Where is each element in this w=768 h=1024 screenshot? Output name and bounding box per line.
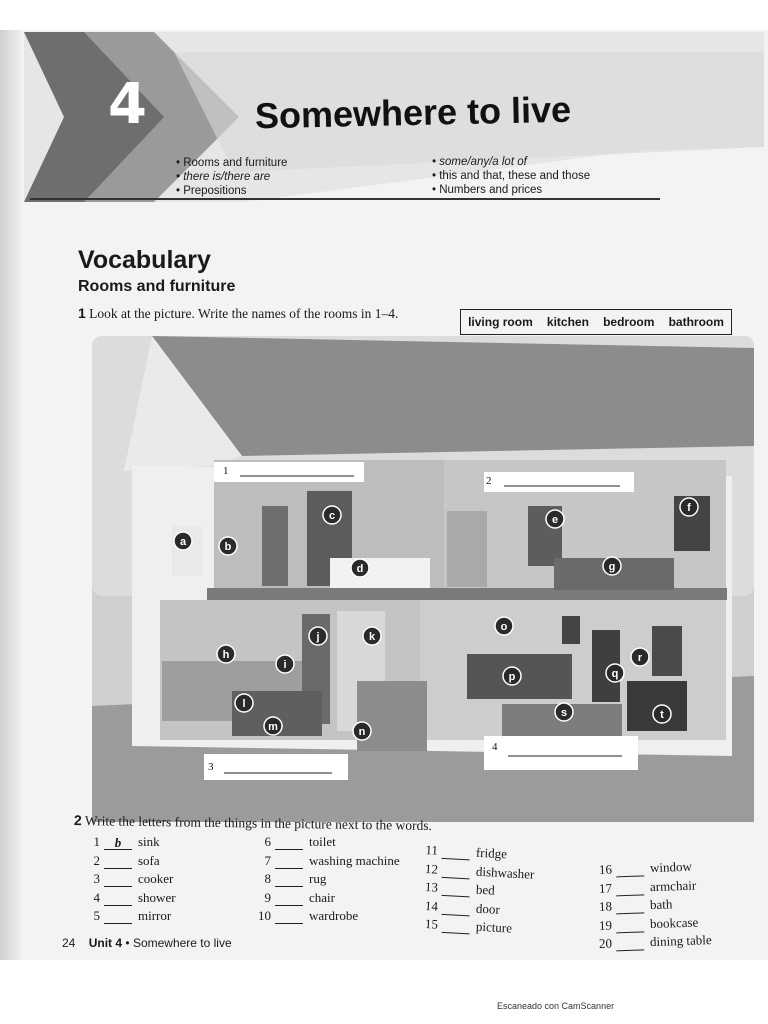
marker-q <box>606 664 624 682</box>
scanner-watermark: Escaneado con CamScanner <box>497 1001 615 1011</box>
room-number-2: 2 <box>486 475 492 487</box>
exercise-2-number: 2 <box>73 812 82 829</box>
exercise-2-item <box>86 908 171 924</box>
item-word: washing machine <box>309 852 400 868</box>
answer-blank[interactable] <box>442 918 471 934</box>
item-number: 11 <box>425 842 439 858</box>
header-rule <box>30 198 660 200</box>
item-word: wardrobe <box>309 908 359 923</box>
exercise-2-item <box>424 898 501 918</box>
marker-label: i <box>283 659 287 671</box>
answer-blank[interactable] <box>104 891 132 906</box>
item-number: 15 <box>424 916 439 932</box>
exercise-2-item <box>598 896 673 915</box>
marker-label: t <box>660 709 664 721</box>
item-number: 1 <box>93 834 100 849</box>
item-number: 16 <box>598 861 613 877</box>
topic-item: • Rooms and furniture <box>176 156 287 170</box>
answer-blank[interactable] <box>442 899 471 915</box>
marker-label: h <box>222 649 230 661</box>
room-4-strip <box>484 736 638 770</box>
marker-g <box>603 557 621 575</box>
marker-label: a <box>179 536 187 548</box>
marker-label: l <box>242 698 246 710</box>
book-spine <box>0 30 22 960</box>
item-number: 2 <box>93 852 100 868</box>
marker-l <box>235 694 253 712</box>
item-number: 9 <box>264 889 271 905</box>
exercise-2-item <box>86 871 173 887</box>
word-box-item: bedroom <box>603 315 655 329</box>
item-number: 14 <box>424 897 439 914</box>
item-word: bed <box>475 881 496 898</box>
answer-blank[interactable] <box>616 861 645 877</box>
marker-label: q <box>611 668 619 680</box>
page-number: 24 <box>62 936 76 950</box>
item-word: picture <box>475 918 513 936</box>
marker-label: s <box>560 707 568 719</box>
item-word: shower <box>138 889 176 905</box>
section-title: Vocabulary <box>78 246 211 274</box>
section-subtitle: Rooms and furniture <box>78 278 236 295</box>
answer-blank[interactable] <box>616 880 645 896</box>
item-word: armchair <box>649 877 697 894</box>
item-word: chair <box>309 889 335 905</box>
item-word: fridge <box>475 844 508 862</box>
topics-left <box>176 156 287 198</box>
exercise-2-item <box>598 914 699 933</box>
exercise-1-text: Look at the picture. Write the names of the rooms in 1–4. <box>89 306 399 321</box>
marker-label: c <box>328 510 336 522</box>
marker-label: m <box>268 721 278 733</box>
topics-right <box>432 155 590 197</box>
room-2-strip <box>484 472 634 492</box>
topic-item: • Prepositions <box>176 184 287 198</box>
marker-p <box>503 667 521 685</box>
answer-blank[interactable] <box>442 881 471 897</box>
marker-m <box>264 717 282 735</box>
marker-r <box>631 648 649 666</box>
marker-label: n <box>358 726 366 738</box>
exercise-2-item <box>257 908 358 924</box>
exercise-2-text: Write the letters from the things in the picture next to the words. <box>84 813 433 833</box>
topic-item: • this and that, these and those <box>432 169 590 183</box>
topic-item: • there is/there are <box>176 170 287 184</box>
item-number: 7 <box>264 852 271 868</box>
item-number: 3 <box>93 871 100 886</box>
marker-label: o <box>500 621 508 633</box>
marker-e <box>546 510 564 528</box>
unit-number: 4 <box>108 72 147 137</box>
answer-blank[interactable]: b <box>104 835 132 850</box>
item-number: 20 <box>598 935 613 951</box>
marker-h <box>217 645 235 663</box>
marker-k <box>363 627 381 645</box>
marker-label: e <box>551 514 559 526</box>
item-word: dining table <box>649 932 712 950</box>
answer-blank[interactable] <box>442 862 471 878</box>
answer-blank[interactable] <box>275 835 303 850</box>
marker-label: f <box>687 502 691 514</box>
word-box-item: living room <box>468 315 533 329</box>
marker-label: g <box>608 561 616 573</box>
footer-separator: • <box>125 936 130 950</box>
exercise-2-item <box>86 890 176 906</box>
item-word: bookcase <box>649 914 699 931</box>
item-number: 4 <box>93 889 100 905</box>
room-number-4: 4 <box>492 741 498 753</box>
exercise-2-item <box>257 834 336 850</box>
marker-label: d <box>356 563 364 575</box>
exercise-2-item <box>86 853 160 869</box>
item-word: bath <box>649 896 673 913</box>
answer-blank[interactable] <box>275 854 303 869</box>
marker-j <box>309 627 327 645</box>
item-number: 5 <box>93 908 100 923</box>
answer-blank[interactable] <box>616 935 645 951</box>
item-word: window <box>649 858 693 876</box>
item-word: dishwasher <box>475 863 535 882</box>
marker-label: r <box>637 652 643 664</box>
topic-item: • Numbers and prices <box>432 183 590 197</box>
word-box-item: kitchen <box>546 315 589 329</box>
item-number: 13 <box>424 879 439 895</box>
exercise-2-item <box>257 853 400 869</box>
answer-blank[interactable] <box>442 844 471 860</box>
roof <box>152 336 754 456</box>
exercise-2-item <box>86 834 160 850</box>
answer-blank[interactable] <box>275 909 303 924</box>
item-word: sofa <box>138 852 160 868</box>
item-number: 18 <box>598 898 613 914</box>
exercise-2-item <box>598 859 692 878</box>
marker-label: k <box>368 631 376 643</box>
marker-f <box>680 498 698 516</box>
answer-blank[interactable] <box>104 854 132 869</box>
item-number: 10 <box>258 908 271 923</box>
item-word: toilet <box>309 834 336 849</box>
marker-o <box>495 617 513 635</box>
exercise-2-item <box>598 877 697 896</box>
item-number: 8 <box>264 871 271 886</box>
marker-label: b <box>224 541 232 553</box>
item-number: 17 <box>598 880 613 896</box>
marker-n <box>353 722 371 740</box>
unit-title: Somewhere to live <box>254 88 572 137</box>
answer-blank[interactable] <box>275 872 303 887</box>
house-illustration <box>92 336 754 822</box>
item-number: 19 <box>598 917 613 933</box>
room-3-strip <box>204 754 348 780</box>
marker-d <box>351 559 369 577</box>
answer-blank[interactable] <box>104 872 132 887</box>
answer-blank[interactable] <box>275 891 303 906</box>
page-footer <box>62 936 232 950</box>
room-number-3: 3 <box>208 761 214 773</box>
marker-s <box>555 703 573 721</box>
marker-i <box>276 655 294 673</box>
marker-a <box>174 532 192 550</box>
item-word: cooker <box>138 871 174 886</box>
item-word: sink <box>138 834 160 849</box>
answer-blank[interactable] <box>104 909 132 924</box>
item-word: mirror <box>138 908 172 923</box>
marker-b <box>219 537 237 555</box>
answer-blank[interactable] <box>616 898 645 914</box>
exercise-1-number: 1 <box>78 305 86 321</box>
exercise-2-item <box>257 871 326 887</box>
exercise-1-instruction <box>78 305 398 322</box>
item-number: 12 <box>424 860 439 877</box>
answer-blank[interactable] <box>616 917 645 933</box>
room-1-strip <box>214 462 364 482</box>
exercise-2-item <box>257 890 335 906</box>
footer-title: Somewhere to live <box>132 936 232 950</box>
item-number: 6 <box>264 834 271 849</box>
marker-label: j <box>316 631 320 643</box>
item-word: rug <box>309 871 327 886</box>
marker-c <box>323 506 341 524</box>
marker-label: p <box>508 671 516 683</box>
marker-t <box>653 705 671 723</box>
topic-item: • some/any/a lot of <box>432 155 590 169</box>
room-number-1: 1 <box>223 465 229 477</box>
item-word: door <box>475 900 501 917</box>
word-box <box>460 309 732 335</box>
footer-unit: Unit 4 <box>88 936 123 950</box>
word-box-item: bathroom <box>668 315 724 329</box>
